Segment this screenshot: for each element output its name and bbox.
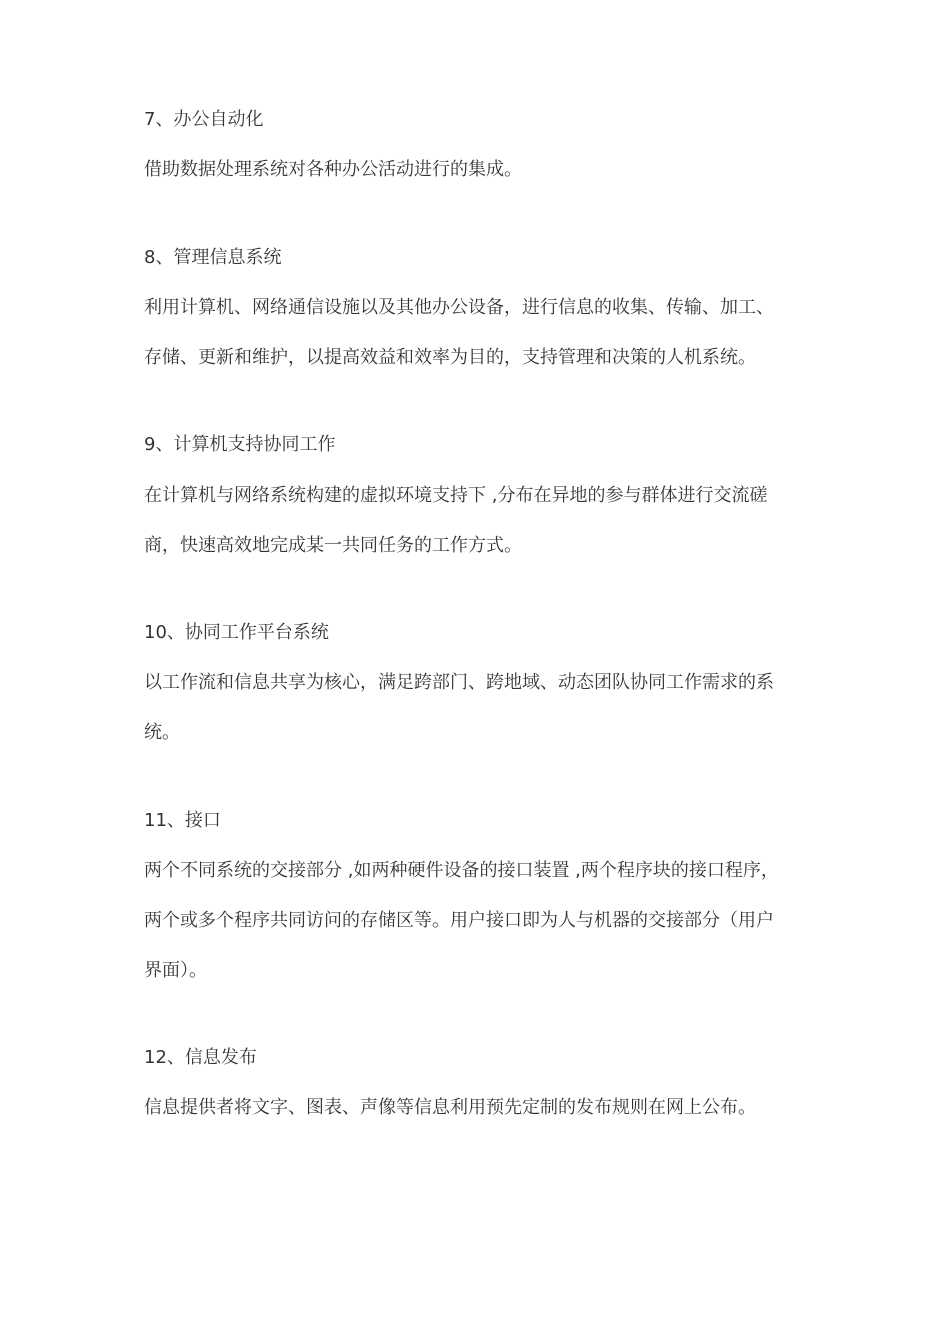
paragraph-line: 以工作流和信息共享为核心，满足跨部门、跨地域、动态团队协同工作需求的系: [144, 672, 774, 693]
paragraph-line: 界面）。: [144, 960, 207, 981]
section-7-body: [144, 158, 814, 182]
section-11-body-line-1: [144, 859, 814, 883]
paragraph-line: 存储、更新和维护，以提高效益和效率为目的，支持管理和决策的人机系统。: [144, 347, 756, 368]
section-heading: 12、信息发布: [144, 1047, 257, 1068]
section-heading: 9、计算机支持协同工作: [144, 434, 336, 455]
section-heading: 8、管理信息系统: [144, 247, 282, 268]
paragraph-line: 两个或多个程序共同访问的存储区等。用户接口即为人与机器的交接部分（用户: [144, 910, 774, 931]
section-heading: 7、办公自动化: [144, 109, 264, 130]
section-heading: 11、接口: [144, 810, 221, 831]
section-9: [144, 433, 814, 457]
section-10-body-line-1: [144, 671, 814, 695]
section-8-body-line-1: [144, 296, 814, 320]
section-12: [144, 1046, 814, 1070]
paragraph-line: 借助数据处理系统对各种办公活动进行的集成。: [144, 159, 522, 180]
paragraph-line: 利用计算机、网络通信设施以及其他办公设备，进行信息的收集、传输、加工、: [144, 297, 774, 318]
section-11-body-line-3: [144, 959, 814, 983]
paragraph-line: 在计算机与网络系统构建的虚拟环境支持下 ,分布在异地的参与群体进行交流磋: [144, 485, 768, 506]
section-10: [144, 621, 814, 645]
paragraph-line: 商，快速高效地完成某一共同任务的工作方式。: [144, 535, 522, 556]
section-10-body-line-2: [144, 721, 814, 745]
section-7: [144, 108, 814, 132]
paragraph-line: 两个不同系统的交接部分 ,如两种硬件设备的接口装置 ,两个程序块的接口程序，: [144, 860, 779, 881]
section-8: [144, 246, 814, 270]
paragraph-line: 统。: [144, 722, 180, 743]
section-heading: 10、协同工作平台系统: [144, 622, 329, 643]
section-9-body-line-1: [144, 484, 814, 508]
section-11-body-line-2: [144, 909, 814, 933]
section-9-body-line-2: [144, 534, 814, 558]
paragraph-line: 信息提供者将文字、图表、声像等信息利用预先定制的发布规则在网上公布。: [144, 1097, 756, 1118]
section-12-body-line-1: [144, 1096, 814, 1120]
section-8-body-line-2: [144, 346, 814, 370]
section-11: [144, 809, 814, 833]
